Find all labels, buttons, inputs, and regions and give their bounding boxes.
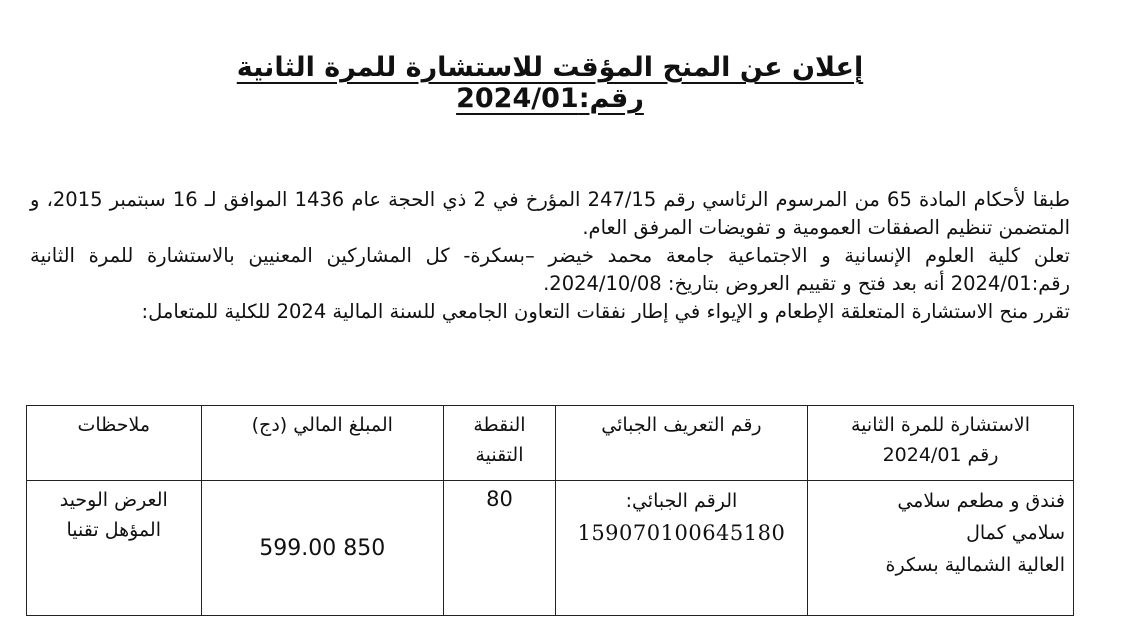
- operator-owner: سلامي كمال: [966, 522, 1065, 544]
- header-score-line2: التقنية: [475, 444, 524, 466]
- header-consultation-line1: الاستشارة للمرة الثانية: [851, 414, 1031, 436]
- header-consultation: [808, 406, 1074, 481]
- table-header-row: [27, 406, 1074, 481]
- tax-id-label: الرقم الجبائي:: [625, 490, 738, 512]
- header-tax-id: رقم التعريف الجبائي: [555, 406, 807, 481]
- header-notes: ملاحظات: [27, 406, 202, 481]
- header-technical-score: [444, 406, 556, 481]
- table-row: [27, 481, 1074, 616]
- amount-cell: 850 599.00: [201, 481, 444, 616]
- operator-name: فندق و مطعم سلامي: [897, 490, 1065, 512]
- legal-reference-paragraph: طبقا لأحكام المادة 65 من المرسوم الرئاسي رقم 247/15 المؤرخ في 2 ذي الحجة عام 1436 الموافق لـ 16 سبتمبر 2015، و المتضمن تنظيم الصفقات العمومية و تفويضات المرفق العام.: [30, 188, 1070, 239]
- notes-line2: المؤهل تقنيا: [66, 519, 161, 541]
- tax-id-number: 159070100645180: [577, 521, 786, 545]
- header-score-line1: النقطة: [473, 414, 526, 436]
- award-table: [26, 405, 1074, 616]
- faculty-announcement-paragraph: تعلن كلية العلوم الإنسانية و الاجتماعية جامعة محمد خيضر –بسكرة- كل المشاركين المعنيين بالاستشارة للمرة الثانية رقم:2024/01 أنه بعد فتح و تقييم العروض بتاريخ: 2024/10/08.: [30, 244, 1070, 295]
- technical-score-cell: 80: [444, 481, 556, 616]
- header-consultation-line2: رقم 2024/01: [882, 444, 999, 466]
- header-amount: المبلغ المالي (دج): [201, 406, 444, 481]
- tax-id-cell: [555, 481, 807, 616]
- notes-line1: العرض الوحيد: [59, 489, 168, 511]
- operator-address: العالية الشمالية بسكرة: [885, 554, 1065, 576]
- announcement-title: إعلان عن المنح المؤقت للاستشارة للمرة الثانية رقم:2024/01: [236, 52, 864, 114]
- operator-cell: [808, 481, 1074, 616]
- announcement-body: [30, 186, 1070, 326]
- notes-cell: [27, 481, 202, 616]
- award-decision-paragraph: تقرر منح الاستشارة المتعلقة الإطعام و الإيواء في إطار نفقات التعاون الجامعي للسنة المالية 2024 للكلية للمتعامل:: [141, 300, 1070, 323]
